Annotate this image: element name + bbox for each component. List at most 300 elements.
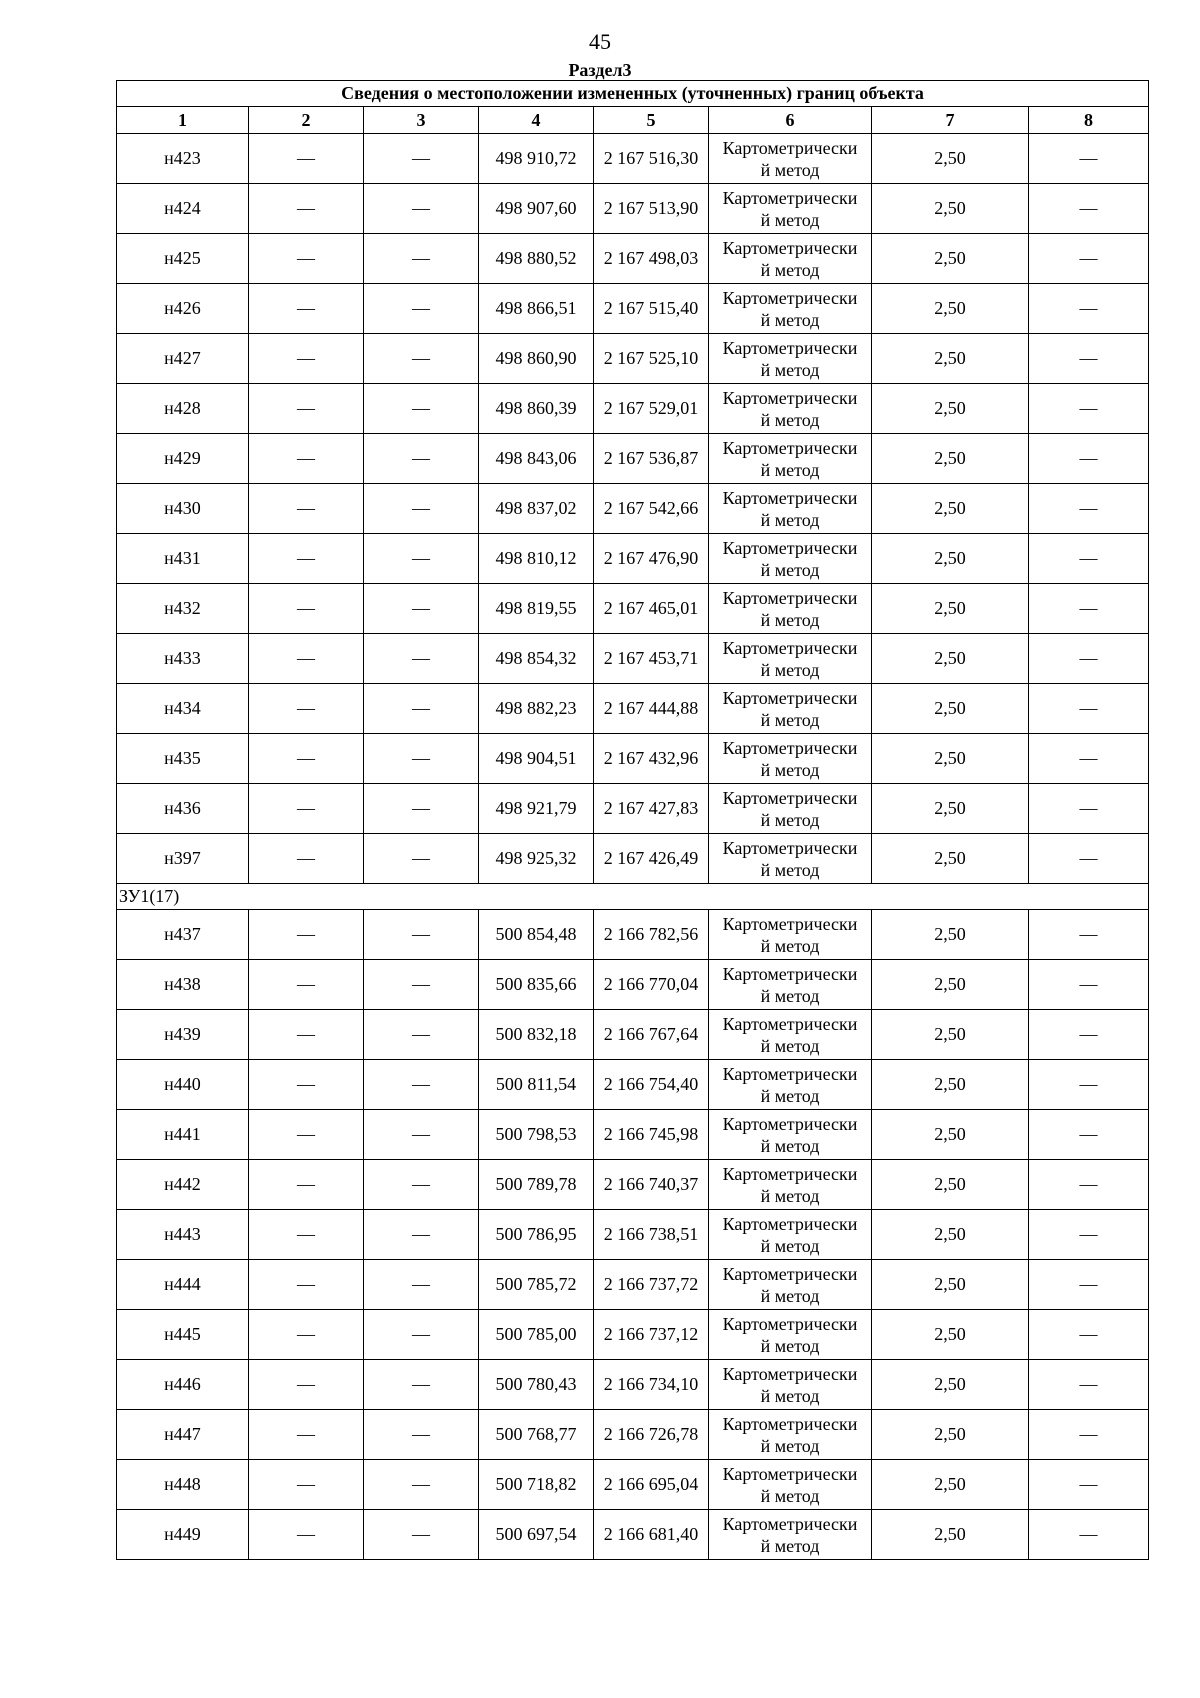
table-title-row xyxy=(117,81,1149,107)
column-3-cell: — xyxy=(364,534,479,584)
coordinate-y-cell: 2 167 427,83 xyxy=(594,784,709,834)
column-2-cell: — xyxy=(249,484,364,534)
method-text-line-1: Картометрически xyxy=(722,1113,858,1134)
method-cell xyxy=(709,1060,872,1110)
method-text-line-1: Картометрически xyxy=(722,637,858,658)
method-text-line-2: й метод xyxy=(760,409,820,430)
method-cell xyxy=(709,1110,872,1160)
coordinate-x-cell: 500 798,53 xyxy=(479,1110,594,1160)
column-2-cell: — xyxy=(249,384,364,434)
table-row xyxy=(117,234,1149,284)
column-2-cell: — xyxy=(249,1160,364,1210)
column-8-cell: — xyxy=(1029,1110,1149,1160)
method-text-line-2: й метод xyxy=(760,159,820,180)
table-row xyxy=(117,1160,1149,1210)
method-text-line-2: й метод xyxy=(760,1085,820,1106)
method-text-line-1: Картометрически xyxy=(722,137,858,158)
coordinate-y-cell: 2 167 515,40 xyxy=(594,284,709,334)
method-text-line-1: Картометрически xyxy=(722,913,858,934)
method-cell xyxy=(709,1210,872,1260)
coordinate-x-cell: 500 718,82 xyxy=(479,1460,594,1510)
column-8-cell: — xyxy=(1029,1410,1149,1460)
column-3-cell: — xyxy=(364,1510,479,1560)
method-text-line-1: Картометрически xyxy=(722,337,858,358)
coordinate-x-cell: 498 837,02 xyxy=(479,484,594,534)
accuracy-cell: 2,50 xyxy=(872,234,1029,284)
column-2-cell: — xyxy=(249,334,364,384)
column-header: 5 xyxy=(594,107,709,134)
column-8-cell: — xyxy=(1029,910,1149,960)
page-number: 45 xyxy=(589,29,611,54)
table-row xyxy=(117,1110,1149,1160)
column-8-cell: — xyxy=(1029,384,1149,434)
accuracy-cell: 2,50 xyxy=(872,534,1029,584)
accuracy-cell: 2,50 xyxy=(872,434,1029,484)
method-cell xyxy=(709,1410,872,1460)
method-cell xyxy=(709,434,872,484)
column-8-cell: — xyxy=(1029,434,1149,484)
section-label: Раздел3 xyxy=(568,60,632,80)
column-header: 1 xyxy=(117,107,249,134)
accuracy-cell: 2,50 xyxy=(872,184,1029,234)
point-name-cell: н446 xyxy=(117,1360,249,1410)
accuracy-cell: 2,50 xyxy=(872,684,1029,734)
point-name-cell: н440 xyxy=(117,1060,249,1110)
accuracy-cell: 2,50 xyxy=(872,284,1029,334)
table-body xyxy=(117,81,1149,1560)
column-header: 4 xyxy=(479,107,594,134)
accuracy-cell: 2,50 xyxy=(872,1510,1029,1560)
column-3-cell: — xyxy=(364,910,479,960)
coordinate-x-cell: 500 854,48 xyxy=(479,910,594,960)
coordinate-y-cell: 2 167 516,30 xyxy=(594,134,709,184)
method-cell xyxy=(709,784,872,834)
coordinate-x-cell: 498 907,60 xyxy=(479,184,594,234)
point-name-cell: н429 xyxy=(117,434,249,484)
coordinate-x-cell: 500 785,72 xyxy=(479,1260,594,1310)
method-text-line-2: й метод xyxy=(760,359,820,380)
table-row xyxy=(117,1210,1149,1260)
table-row xyxy=(117,1260,1149,1310)
column-3-cell: — xyxy=(364,1360,479,1410)
column-2-cell: — xyxy=(249,684,364,734)
point-name-cell: н426 xyxy=(117,284,249,334)
column-2-cell: — xyxy=(249,910,364,960)
coordinate-y-cell: 2 166 770,04 xyxy=(594,960,709,1010)
method-cell xyxy=(709,1360,872,1410)
column-header: 8 xyxy=(1029,107,1149,134)
point-name-cell: н441 xyxy=(117,1110,249,1160)
coordinate-y-cell: 2 166 695,04 xyxy=(594,1460,709,1510)
method-cell xyxy=(709,834,872,884)
accuracy-cell: 2,50 xyxy=(872,334,1029,384)
method-cell xyxy=(709,234,872,284)
accuracy-cell: 2,50 xyxy=(872,134,1029,184)
table-row xyxy=(117,1010,1149,1060)
coordinate-x-cell: 498 854,32 xyxy=(479,634,594,684)
column-2-cell: — xyxy=(249,434,364,484)
coordinate-y-cell: 2 166 726,78 xyxy=(594,1410,709,1460)
method-text-line-2: й метод xyxy=(760,709,820,730)
method-cell xyxy=(709,1260,872,1310)
point-name-cell: н447 xyxy=(117,1410,249,1460)
point-name-cell: н427 xyxy=(117,334,249,384)
method-cell xyxy=(709,684,872,734)
coordinate-x-cell: 498 925,32 xyxy=(479,834,594,884)
coordinate-x-cell: 498 866,51 xyxy=(479,284,594,334)
method-text-line-2: й метод xyxy=(760,1485,820,1506)
coordinate-x-cell: 498 810,12 xyxy=(479,534,594,584)
table-row xyxy=(117,1460,1149,1510)
column-header: 6 xyxy=(709,107,872,134)
method-cell xyxy=(709,1310,872,1360)
point-name-cell: н430 xyxy=(117,484,249,534)
coordinate-y-cell: 2 167 476,90 xyxy=(594,534,709,584)
method-text-line-1: Картометрически xyxy=(722,837,858,858)
coordinate-x-cell: 500 832,18 xyxy=(479,1010,594,1060)
table-row xyxy=(117,384,1149,434)
coordinate-x-cell: 500 811,54 xyxy=(479,1060,594,1110)
column-2-cell: — xyxy=(249,1510,364,1560)
method-text-line-1: Картометрически xyxy=(722,1213,858,1234)
method-text-line-2: й метод xyxy=(760,1185,820,1206)
coordinate-y-cell: 2 166 754,40 xyxy=(594,1060,709,1110)
method-text-line-2: й метод xyxy=(760,1035,820,1056)
group-label: ЗУ1(17) xyxy=(117,884,1149,910)
coordinate-x-cell: 500 786,95 xyxy=(479,1210,594,1260)
coordinate-x-cell: 500 835,66 xyxy=(479,960,594,1010)
method-text-line-1: Картометрически xyxy=(722,1063,858,1084)
method-text-line-2: й метод xyxy=(760,259,820,280)
coordinate-x-cell: 500 768,77 xyxy=(479,1410,594,1460)
column-2-cell: — xyxy=(249,1310,364,1360)
column-8-cell: — xyxy=(1029,534,1149,584)
coordinate-x-cell: 498 882,23 xyxy=(479,684,594,734)
table-row xyxy=(117,284,1149,334)
coordinate-y-cell: 2 167 529,01 xyxy=(594,384,709,434)
column-8-cell: — xyxy=(1029,1010,1149,1060)
table-row xyxy=(117,1360,1149,1410)
column-2-cell: — xyxy=(249,1010,364,1060)
coordinate-y-cell: 2 166 681,40 xyxy=(594,1510,709,1560)
method-cell xyxy=(709,384,872,434)
column-2-cell: — xyxy=(249,834,364,884)
method-cell xyxy=(709,484,872,534)
column-3-cell: — xyxy=(364,960,479,1010)
column-3-cell: — xyxy=(364,1210,479,1260)
coordinate-y-cell: 2 167 513,90 xyxy=(594,184,709,234)
point-name-cell: н434 xyxy=(117,684,249,734)
method-cell xyxy=(709,960,872,1010)
method-text-line-2: й метод xyxy=(760,659,820,680)
coordinate-x-cell: 498 860,39 xyxy=(479,384,594,434)
point-name-cell: н397 xyxy=(117,834,249,884)
coordinate-y-cell: 2 167 432,96 xyxy=(594,734,709,784)
table-title: Сведения о местоположении измененных (уточненных) границ объекта xyxy=(117,81,1149,107)
accuracy-cell: 2,50 xyxy=(872,484,1029,534)
method-cell xyxy=(709,1010,872,1060)
column-2-cell: — xyxy=(249,1260,364,1310)
column-3-cell: — xyxy=(364,334,479,384)
method-text-line-2: й метод xyxy=(760,1285,820,1306)
accuracy-cell: 2,50 xyxy=(872,1060,1029,1110)
accuracy-cell: 2,50 xyxy=(872,634,1029,684)
coordinate-y-cell: 2 166 737,12 xyxy=(594,1310,709,1360)
column-header: 3 xyxy=(364,107,479,134)
column-3-cell: — xyxy=(364,184,479,234)
table-row xyxy=(117,784,1149,834)
column-3-cell: — xyxy=(364,434,479,484)
method-text-line-1: Картометрически xyxy=(722,737,858,758)
method-cell xyxy=(709,534,872,584)
column-3-cell: — xyxy=(364,1160,479,1210)
method-text-line-1: Картометрически xyxy=(722,537,858,558)
column-2-cell: — xyxy=(249,284,364,334)
point-name-cell: н431 xyxy=(117,534,249,584)
column-8-cell: — xyxy=(1029,784,1149,834)
method-text-line-1: Картометрически xyxy=(722,587,858,608)
coordinate-y-cell: 2 166 740,37 xyxy=(594,1160,709,1210)
column-8-cell: — xyxy=(1029,684,1149,734)
method-text-line-1: Картометрически xyxy=(722,287,858,308)
column-8-cell: — xyxy=(1029,634,1149,684)
method-text-line-2: й метод xyxy=(760,1335,820,1356)
coordinate-x-cell: 498 921,79 xyxy=(479,784,594,834)
coordinate-y-cell: 2 167 444,88 xyxy=(594,684,709,734)
column-3-cell: — xyxy=(364,1110,479,1160)
column-3-cell: — xyxy=(364,1410,479,1460)
accuracy-cell: 2,50 xyxy=(872,1010,1029,1060)
method-cell xyxy=(709,584,872,634)
column-3-cell: — xyxy=(364,384,479,434)
point-name-cell: н449 xyxy=(117,1510,249,1560)
accuracy-cell: 2,50 xyxy=(872,1360,1029,1410)
table-row xyxy=(117,134,1149,184)
method-text-line-1: Картометрически xyxy=(722,1513,858,1534)
method-text-line-1: Картометрически xyxy=(722,1013,858,1034)
coordinate-y-cell: 2 166 734,10 xyxy=(594,1360,709,1410)
coordinate-y-cell: 2 166 738,51 xyxy=(594,1210,709,1260)
column-3-cell: — xyxy=(364,784,479,834)
point-name-cell: н445 xyxy=(117,1310,249,1360)
column-2-cell: — xyxy=(249,134,364,184)
coordinate-x-cell: 498 880,52 xyxy=(479,234,594,284)
column-8-cell: — xyxy=(1029,484,1149,534)
column-3-cell: — xyxy=(364,634,479,684)
coordinate-x-cell: 500 785,00 xyxy=(479,1310,594,1360)
column-2-cell: — xyxy=(249,1210,364,1260)
column-2-cell: — xyxy=(249,1360,364,1410)
column-8-cell: — xyxy=(1029,834,1149,884)
table-row xyxy=(117,1310,1149,1360)
point-name-cell: н442 xyxy=(117,1160,249,1210)
method-text-line-1: Картометрически xyxy=(722,1263,858,1284)
column-3-cell: — xyxy=(364,734,479,784)
point-name-cell: н425 xyxy=(117,234,249,284)
column-2-cell: — xyxy=(249,234,364,284)
method-text-line-2: й метод xyxy=(760,459,820,480)
coordinate-y-cell: 2 166 737,72 xyxy=(594,1260,709,1310)
column-3-cell: — xyxy=(364,584,479,634)
method-cell xyxy=(709,1160,872,1210)
coordinate-y-cell: 2 167 426,49 xyxy=(594,834,709,884)
column-3-cell: — xyxy=(364,1260,479,1310)
column-8-cell: — xyxy=(1029,1360,1149,1410)
column-2-cell: — xyxy=(249,1460,364,1510)
coordinate-x-cell: 498 819,55 xyxy=(479,584,594,634)
table-row xyxy=(117,334,1149,384)
column-8-cell: — xyxy=(1029,734,1149,784)
column-2-cell: — xyxy=(249,534,364,584)
method-text-line-2: й метод xyxy=(760,935,820,956)
column-8-cell: — xyxy=(1029,1210,1149,1260)
point-name-cell: н433 xyxy=(117,634,249,684)
column-8-cell: — xyxy=(1029,134,1149,184)
column-8-cell: — xyxy=(1029,334,1149,384)
coordinate-y-cell: 2 167 536,87 xyxy=(594,434,709,484)
column-8-cell: — xyxy=(1029,1460,1149,1510)
column-8-cell: — xyxy=(1029,284,1149,334)
table-row xyxy=(117,634,1149,684)
point-name-cell: н423 xyxy=(117,134,249,184)
method-text-line-2: й метод xyxy=(760,509,820,530)
point-name-cell: н436 xyxy=(117,784,249,834)
point-name-cell: н439 xyxy=(117,1010,249,1060)
accuracy-cell: 2,50 xyxy=(872,384,1029,434)
method-text-line-1: Картометрически xyxy=(722,487,858,508)
method-text-line-2: й метод xyxy=(760,559,820,580)
accuracy-cell: 2,50 xyxy=(872,1160,1029,1210)
column-8-cell: — xyxy=(1029,1260,1149,1310)
table-row xyxy=(117,1060,1149,1110)
method-cell xyxy=(709,134,872,184)
point-name-cell: н432 xyxy=(117,584,249,634)
table-row xyxy=(117,734,1149,784)
accuracy-cell: 2,50 xyxy=(872,1410,1029,1460)
column-8-cell: — xyxy=(1029,584,1149,634)
coordinate-y-cell: 2 167 542,66 xyxy=(594,484,709,534)
coordinate-y-cell: 2 167 498,03 xyxy=(594,234,709,284)
point-name-cell: н444 xyxy=(117,1260,249,1310)
column-2-cell: — xyxy=(249,734,364,784)
method-cell xyxy=(709,910,872,960)
accuracy-cell: 2,50 xyxy=(872,910,1029,960)
method-text-line-1: Картометрически xyxy=(722,387,858,408)
method-cell xyxy=(709,734,872,784)
accuracy-cell: 2,50 xyxy=(872,784,1029,834)
method-cell xyxy=(709,334,872,384)
coordinate-x-cell: 500 697,54 xyxy=(479,1510,594,1560)
column-2-cell: — xyxy=(249,584,364,634)
accuracy-cell: 2,50 xyxy=(872,734,1029,784)
method-text-line-2: й метод xyxy=(760,809,820,830)
accuracy-cell: 2,50 xyxy=(872,834,1029,884)
method-text-line-2: й метод xyxy=(760,759,820,780)
accuracy-cell: 2,50 xyxy=(872,1110,1029,1160)
method-text-line-1: Картометрически xyxy=(722,787,858,808)
table-row xyxy=(117,834,1149,884)
method-text-line-2: й метод xyxy=(760,1235,820,1256)
column-8-cell: — xyxy=(1029,184,1149,234)
column-3-cell: — xyxy=(364,1460,479,1510)
method-cell xyxy=(709,1510,872,1560)
method-text-line-1: Картометрически xyxy=(722,687,858,708)
method-text-line-2: й метод xyxy=(760,309,820,330)
column-header: 7 xyxy=(872,107,1029,134)
method-text-line-2: й метод xyxy=(760,1535,820,1556)
method-text-line-2: й метод xyxy=(760,209,820,230)
method-text-line-1: Картометрически xyxy=(722,237,858,258)
table-row xyxy=(117,534,1149,584)
column-8-cell: — xyxy=(1029,234,1149,284)
method-text-line-1: Картометрически xyxy=(722,1163,858,1184)
table-row xyxy=(117,1410,1149,1460)
column-3-cell: — xyxy=(364,1310,479,1360)
column-2-cell: — xyxy=(249,1110,364,1160)
accuracy-cell: 2,50 xyxy=(872,960,1029,1010)
boundary-coordinates-table xyxy=(116,80,1149,1560)
table-row xyxy=(117,484,1149,534)
coordinate-y-cell: 2 166 782,56 xyxy=(594,910,709,960)
table-row xyxy=(117,1510,1149,1560)
coordinate-x-cell: 500 780,43 xyxy=(479,1360,594,1410)
coordinate-y-cell: 2 167 525,10 xyxy=(594,334,709,384)
group-header-row xyxy=(117,884,1149,910)
point-name-cell: н435 xyxy=(117,734,249,784)
method-cell xyxy=(709,634,872,684)
point-name-cell: н448 xyxy=(117,1460,249,1510)
coordinate-y-cell: 2 167 453,71 xyxy=(594,634,709,684)
column-header-row xyxy=(117,107,1149,134)
method-text-line-2: й метод xyxy=(760,609,820,630)
table-row xyxy=(117,584,1149,634)
table-row xyxy=(117,684,1149,734)
column-3-cell: — xyxy=(364,1010,479,1060)
method-text-line-2: й метод xyxy=(760,859,820,880)
method-text-line-2: й метод xyxy=(760,1135,820,1156)
table-row xyxy=(117,184,1149,234)
method-text-line-1: Картометрически xyxy=(722,963,858,984)
column-8-cell: — xyxy=(1029,1160,1149,1210)
accuracy-cell: 2,50 xyxy=(872,1210,1029,1260)
column-2-cell: — xyxy=(249,1410,364,1460)
method-text-line-1: Картометрически xyxy=(722,1463,858,1484)
table-row xyxy=(117,910,1149,960)
column-3-cell: — xyxy=(364,134,479,184)
method-text-line-1: Картометрически xyxy=(722,1313,858,1334)
point-name-cell: н437 xyxy=(117,910,249,960)
point-name-cell: н443 xyxy=(117,1210,249,1260)
method-text-line-1: Картометрически xyxy=(722,1413,858,1434)
method-text-line-2: й метод xyxy=(760,985,820,1006)
accuracy-cell: 2,50 xyxy=(872,1460,1029,1510)
column-3-cell: — xyxy=(364,834,479,884)
method-cell xyxy=(709,1460,872,1510)
table-row xyxy=(117,434,1149,484)
point-name-cell: н424 xyxy=(117,184,249,234)
column-header: 2 xyxy=(249,107,364,134)
column-8-cell: — xyxy=(1029,1310,1149,1360)
accuracy-cell: 2,50 xyxy=(872,584,1029,634)
column-3-cell: — xyxy=(364,484,479,534)
column-2-cell: — xyxy=(249,184,364,234)
coordinate-x-cell: 498 843,06 xyxy=(479,434,594,484)
column-3-cell: — xyxy=(364,234,479,284)
coordinate-x-cell: 498 910,72 xyxy=(479,134,594,184)
coordinate-y-cell: 2 167 465,01 xyxy=(594,584,709,634)
method-text-line-1: Картометрически xyxy=(722,1363,858,1384)
column-3-cell: — xyxy=(364,1060,479,1110)
